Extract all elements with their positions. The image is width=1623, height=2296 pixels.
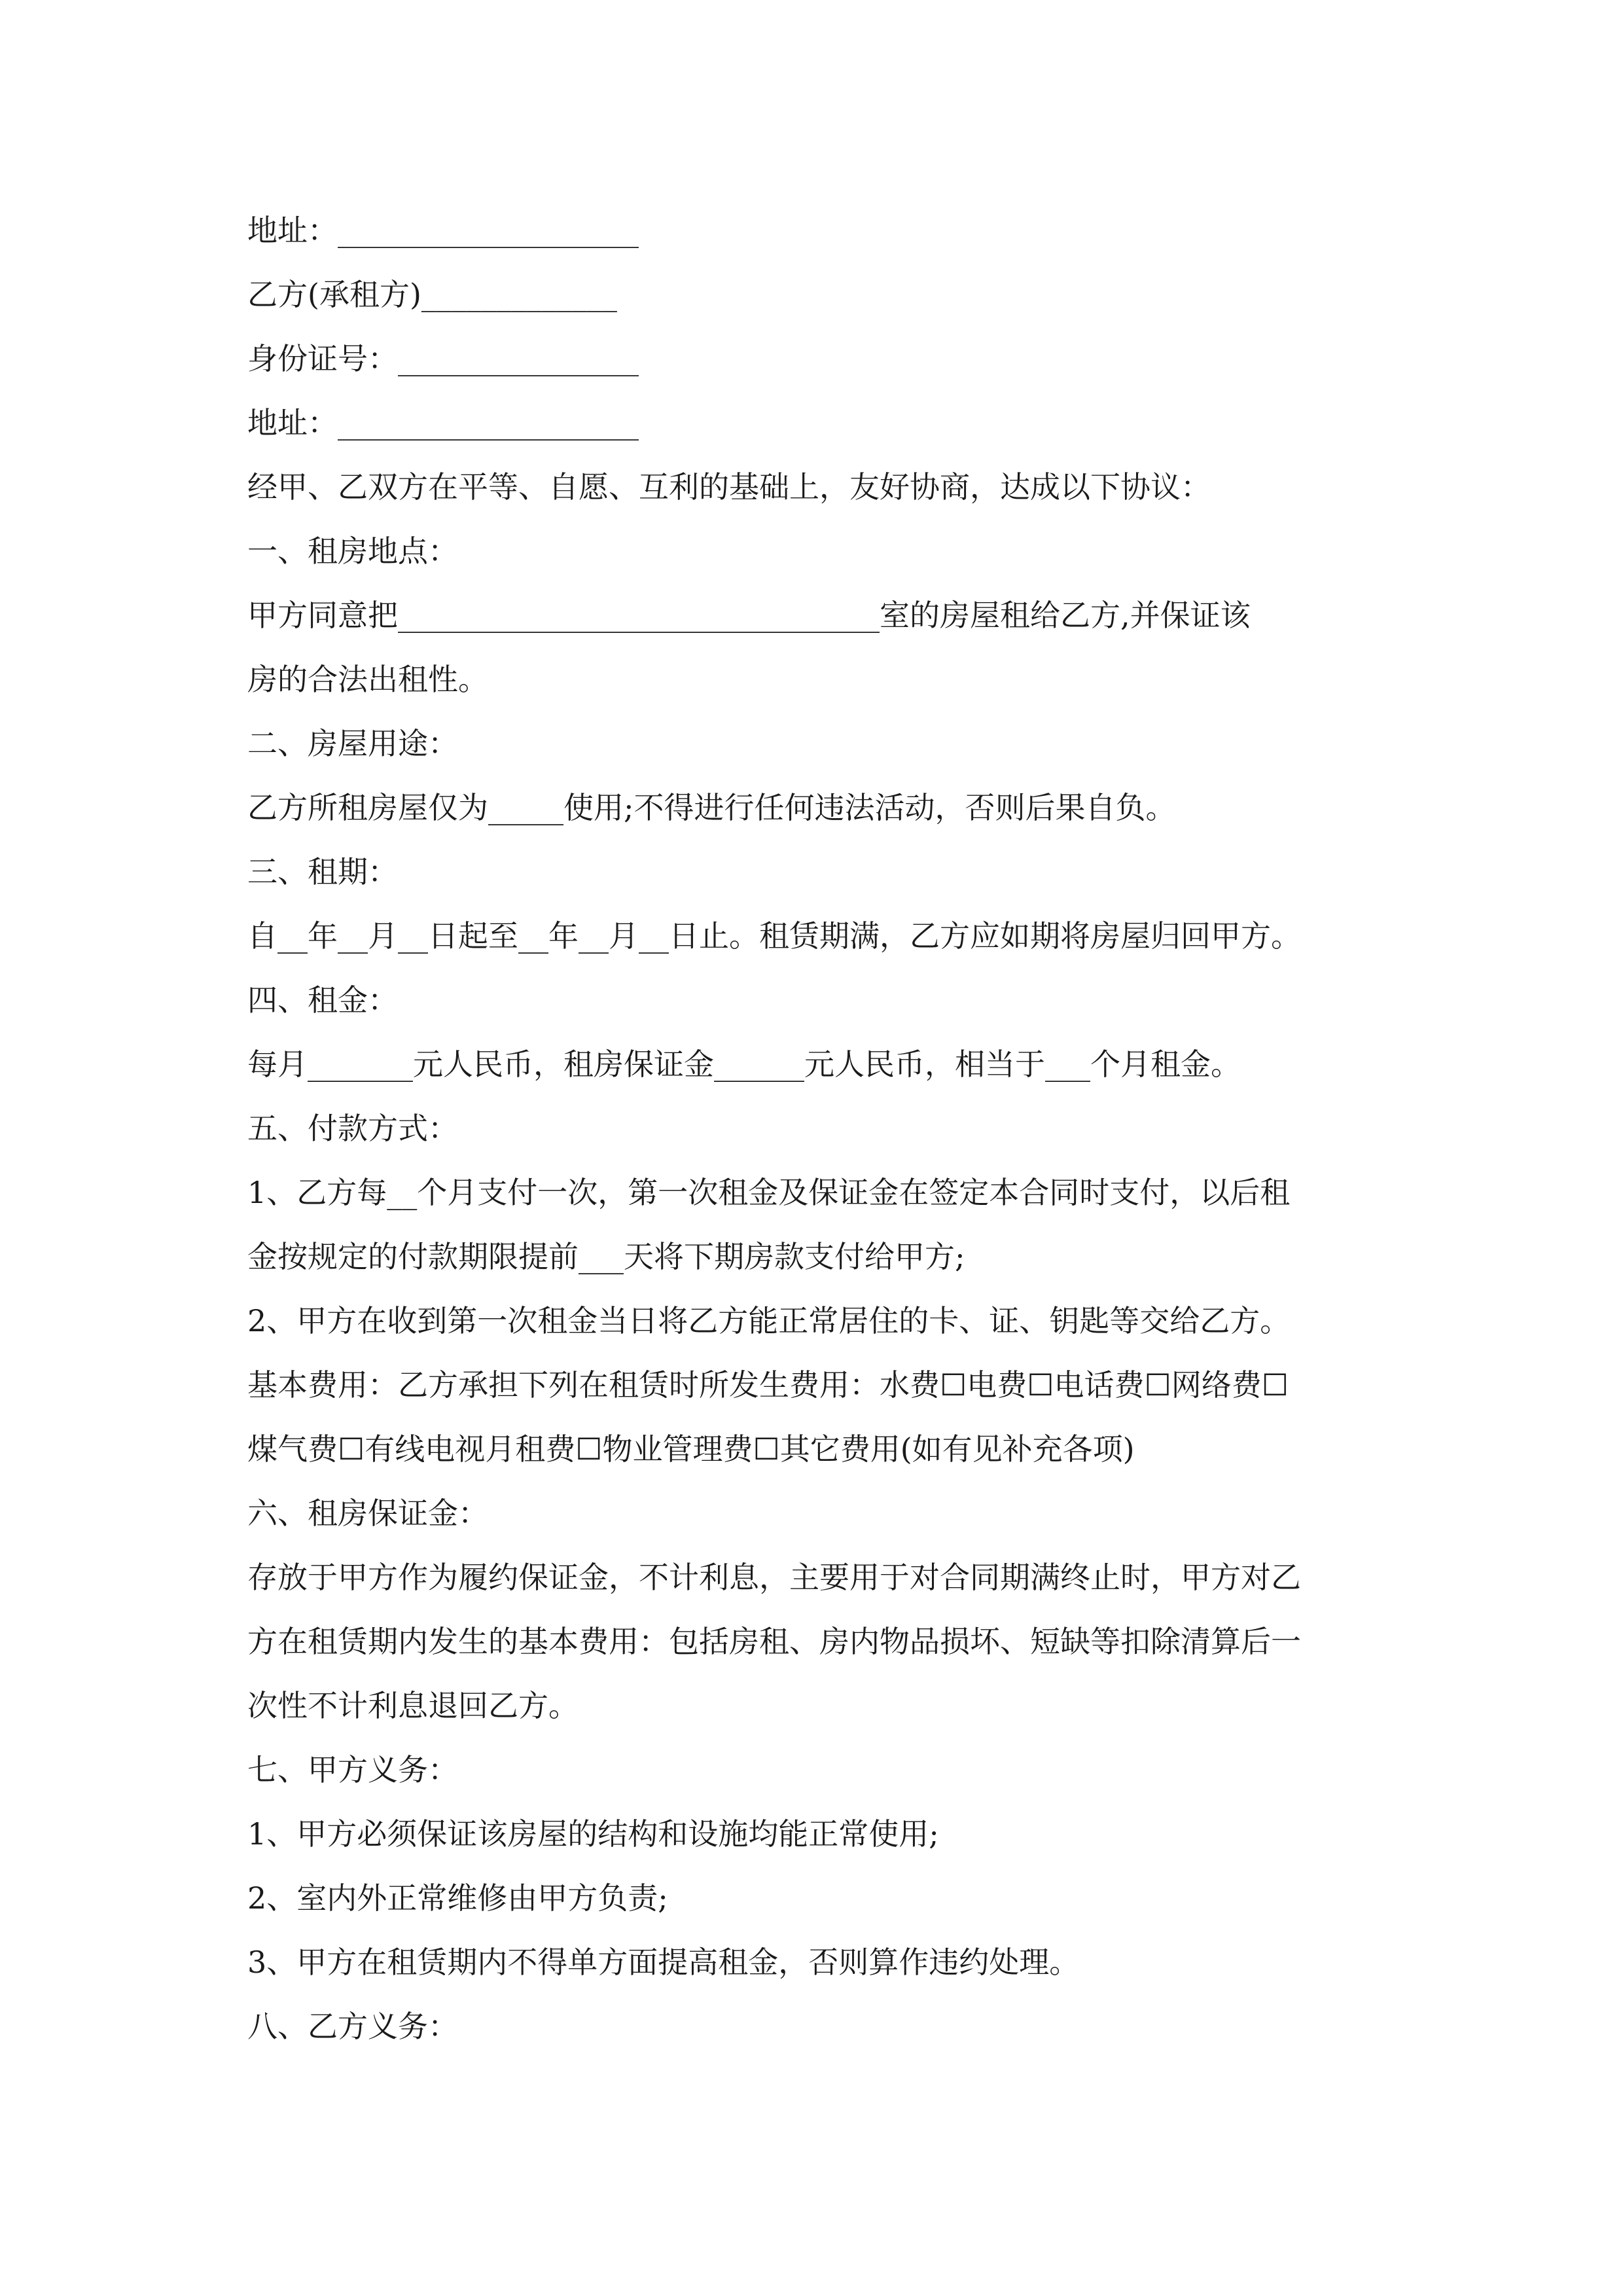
lessee-name-line: 乙方(承租方)_____________ [247, 277, 617, 312]
section-7-heading: 七、甲方义务： [247, 1752, 458, 1787]
section-5-item-2: 2、甲方在收到第一次租金当日将乙方能正常居住的卡、证、钥匙等交给乙方。 [247, 1303, 1291, 1338]
section-6-text-line-1: 存放于甲方作为履约保证金，不计利息，主要用于对合同期满终止时，甲方对乙 [247, 1560, 1301, 1595]
section-7-item-2: 2、室内外正常维修由甲方负责; [247, 1880, 668, 1916]
section-6-heading: 六、租房保证金： [247, 1496, 488, 1531]
section-5-item-1-line-2: 金按规定的付款期限提前___天将下期房款支付给甲方; [247, 1239, 965, 1274]
section-4-text: 每月_______元人民币，租房保证金______元人民币，相当于___个月租金。 [247, 1047, 1241, 1082]
section-3-text: 自__年__月__日起至__年__月__日止。租赁期满，乙方应如期将房屋归回甲方。 [247, 918, 1301, 954]
section-2-heading: 二、房屋用途： [247, 726, 458, 761]
lessee-address-line: 地址：____________________ [247, 405, 639, 440]
section-8-heading: 八、乙方义务： [247, 2009, 458, 2044]
section-2-text: 乙方所租房屋仅为_____使用;不得进行任何违法活动，否则后果自负。 [247, 790, 1176, 825]
lessee-id-line: 身份证号：________________ [247, 341, 639, 376]
section-1-text-line-1: 甲方同意把________________________________室的房屋租给乙方,并保证该 [247, 598, 1251, 633]
section-5-heading: 五、付款方式： [247, 1111, 458, 1146]
agreement-intro: 经甲、乙双方在平等、自愿、互利的基础上，友好协商，达成以下协议： [247, 469, 1211, 505]
section-4-heading: 四、租金： [247, 982, 398, 1018]
lessor-address-line: 地址：____________________ [247, 213, 639, 248]
section-5-item-1-line-1: 1、乙方每__个月支付一次，第一次租金及保证金在签定本合同时支付，以后租 [247, 1175, 1291, 1210]
section-6-text-line-2: 方在租赁期内发生的基本费用：包括房租、房内物品损坏、短缺等扣除清算后一 [247, 1624, 1301, 1659]
section-6-text-line-3: 次性不计利息退回乙方。 [247, 1688, 579, 1723]
section-1-text-line-2: 房的合法出租性。 [247, 662, 488, 697]
section-3-heading: 三、租期： [247, 854, 398, 889]
section-7-item-3: 3、甲方在租赁期内不得单方面提高租金，否则算作违约处理。 [247, 1945, 1080, 1980]
basic-fees-line-2: 煤气费☐有线电视月租费☐物业管理费☐其它费用(如有见补充各项) [247, 1431, 1135, 1467]
section-1-heading: 一、租房地点： [247, 533, 458, 569]
basic-fees-line-1: 基本费用：乙方承担下列在租赁时所发生费用：水费☐电费☐电话费☐网络费☐ [247, 1367, 1289, 1403]
section-7-item-1: 1、甲方必须保证该房屋的结构和设施均能正常使用; [247, 1816, 939, 1852]
